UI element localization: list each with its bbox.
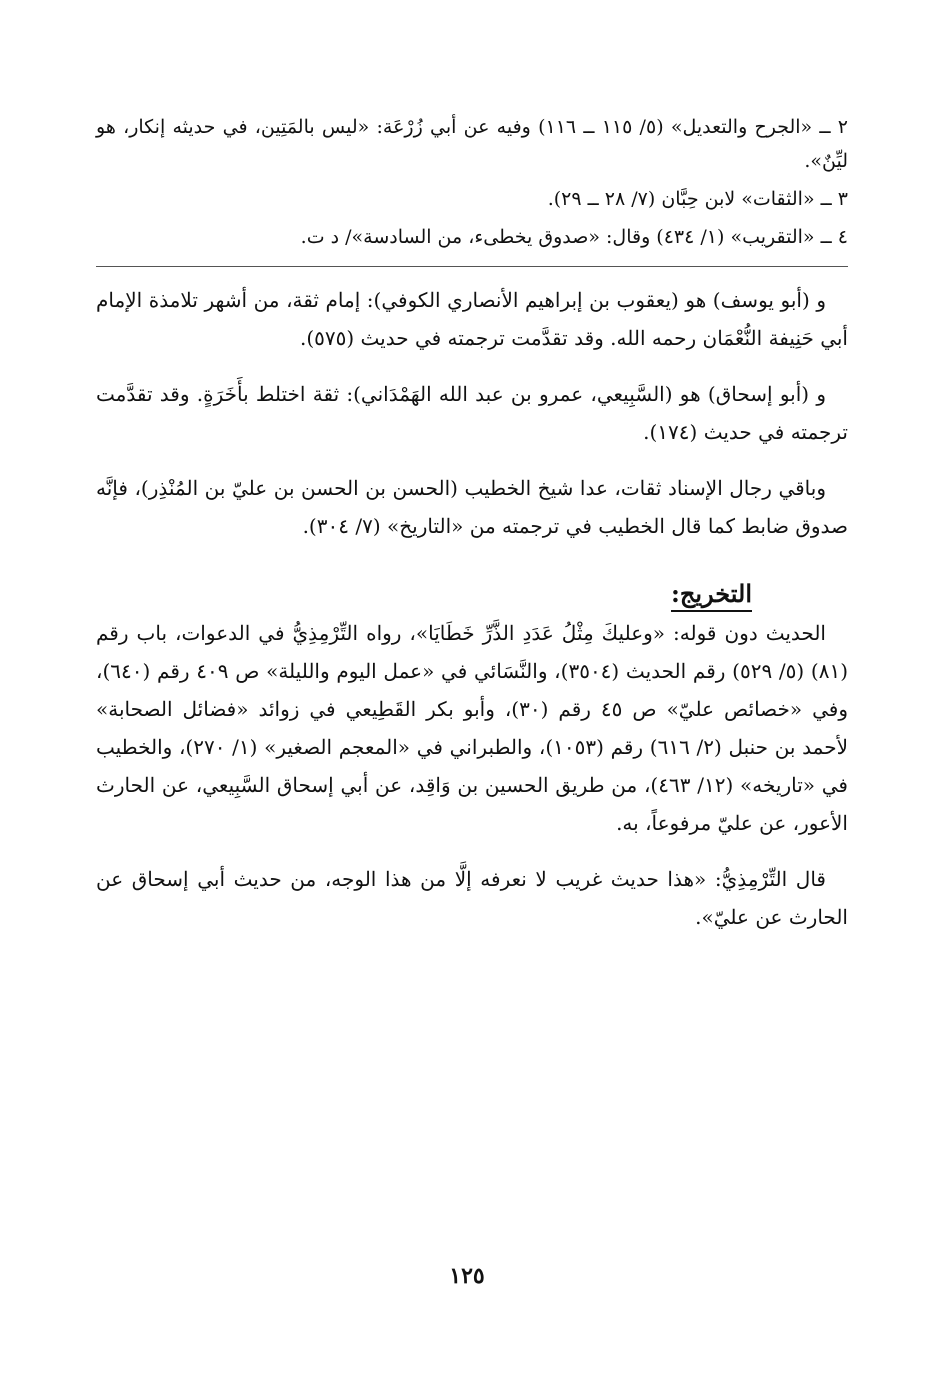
paragraph-abu-yusuf: و (أبو يوسف) هو (يعقوب بن إبراهيم الأنصاري الكوفي): إمام ثقة، من أشهر تلامذة الإمام أبي حَنِيفة النُّعْمَان رحمه الله. وقد تقدَّمت ترجمته في حديث (٥٧٥). <box>96 288 848 350</box>
paragraph-rest-narrators: وباقي رجال الإسناد ثقات، عدا شيخ الخطيب (الحسن بن الحسن بن عليّ بن المُنْذِر)، فإنَّه صدوق ضابط كما قال الخطيب في ترجمته من «التاريخ» (٧/ ٣٠٤). <box>96 476 848 538</box>
paragraph-tirmidhi-quote: قال التِّرْمِذِيُّ: «هذا حديث غريب لا نعرفه إلَّا من هذا الوجه، من حديث أبي إسحاق عن الحارث عن عليّ». <box>96 867 848 929</box>
footnotes <box>96 110 848 254</box>
section-heading-text: التخريج: <box>671 579 752 612</box>
section-heading <box>96 579 848 608</box>
footnote-3: ٣ ــ «الثقات» لابن حِبَّان (٧/ ٢٨ ــ ٢٩). <box>547 188 848 210</box>
page-body <box>96 110 848 954</box>
page-number: ١٢٥ <box>449 1263 485 1289</box>
paragraph-abu-ishaq: و (أبو إسحاق) هو (السَّبِيعي، عمرو بن عبد الله الهَمْدَاني): ثقة اختلط بأَخَرَةٍ. وقد تقدَّمت ترجمته في حديث (١٧٤). <box>96 382 848 444</box>
footnote-4: ٤ ــ «التقريب» (١/ ٤٣٤) وقال: «صدوق يخطىء، من السادسة»/ د ت. <box>300 226 848 248</box>
footnote-2: ٢ ــ «الجرح والتعديل» (٥/ ١١٥ ــ ١١٦) وفيه عن أبي زُرْعَة: «ليس بالمَتِين، في حديثه إنكار، هو ليِّنٌ». <box>96 116 848 172</box>
paragraph-takhrij: الحديث دون قوله: «وعليكَ مِثْلُ عَدَدِ الذَّرِّ خَطَايَا»، رواه التِّرْمِذِيُّ في الدعوات، باب رقم (٨١) (٥/ ٥٢٩) رقم الحديث (٣٥٠٤)، والنَّسَائي في «عمل اليوم والليلة» ص ٤٠٩ رقم (٦٤٠)، وفي «خصائص عليّ» ص ٤٥ رقم (٣٠)، وأبو بكر القَطِيعي في زوائد «فضائل الصحابة» لأحمد بن حنبل (٢/ ٦١٦) رقم (١٠٥٣)، والطبراني في «المعجم الصغير» (١/ ٢٧٠)، والخطيب في «تاريخه» (١٢/ ٤٦٣)، من طريق الحسين بن وَاقِد، عن أبي إسحاق السَّبِيعي، عن الحارث الأعور، عن عليّ مرفوعاً، به. <box>96 621 848 835</box>
footnote-divider <box>96 266 848 267</box>
